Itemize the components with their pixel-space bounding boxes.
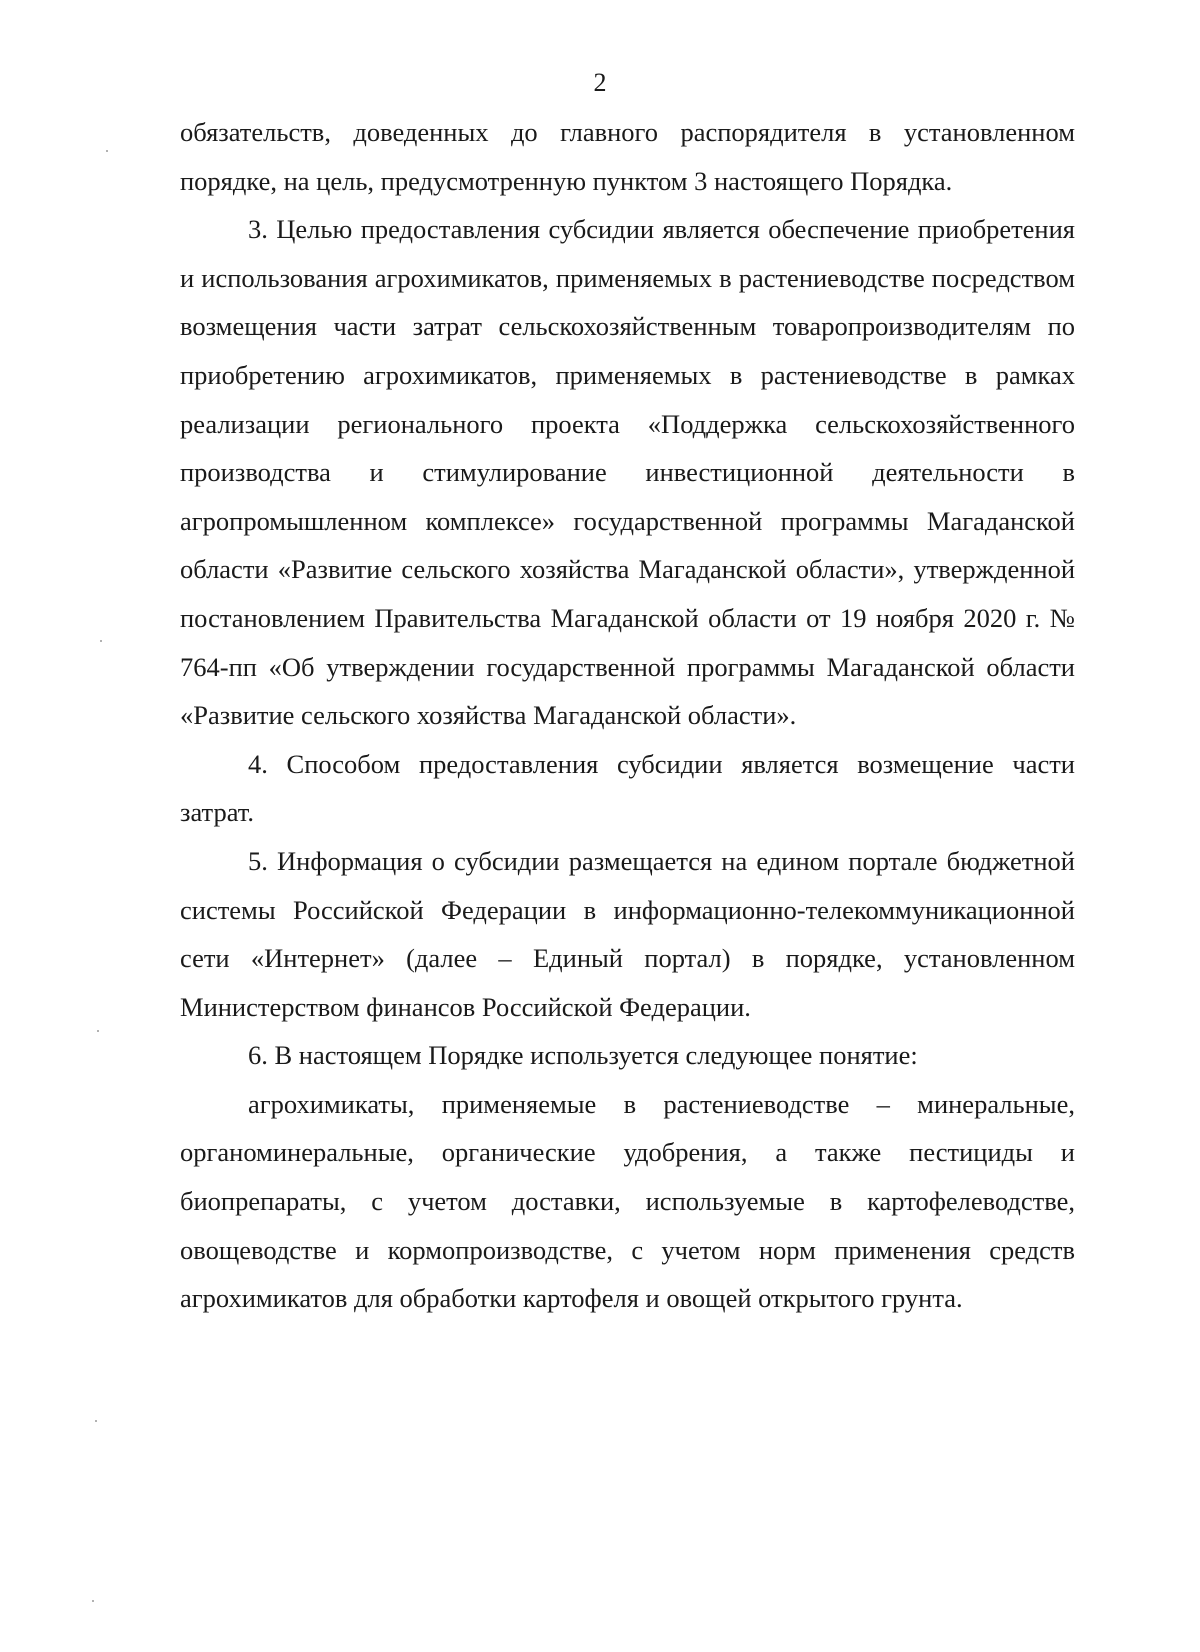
document-body: [180, 108, 1075, 1323]
scan-speck: [95, 1420, 97, 1422]
scan-speck: [100, 640, 102, 642]
scan-speck: [106, 150, 108, 152]
paragraph-item-5: 5. Информация о субсидии размещается на едином портале бюджетной системы Российской Федерации в информационно-телекоммуникационной сети «Интернет» (далее – Единый портал) в порядке, установленном Министерством финансов Российской Федерации.: [180, 845, 1075, 1022]
paragraph-item-6: 6. В настоящем Порядке используется следующее понятие:: [248, 1040, 918, 1071]
scan-speck: [97, 1030, 99, 1032]
paragraph-item-4: 4. Способом предоставления субсидии является возмещение части затрат.: [180, 748, 1075, 828]
paragraph-item-3: 3. Целью предоставления субсидии является обеспечение приобретения и использования агрохимикатов, применяемых в растениеводстве посредством возмещения части затрат сельскохозяйственным товаропроизводителям по приобретению агрохимикатов, применяемых в растениеводстве в рамках реализации регионального проекта «Поддержка сельскохозяйственного производства и стимулирование инвестиционной деятельности в агропромышленном комплексе» государственной программы Магаданской области «Развитие сельского хозяйства Магаданской области», утвержденной постановлением Правительства Магаданской области от 19 ноября 2020 г. № 764-пп «Об утверждении государственной программы Магаданской области «Развитие сельского хозяйства Магаданской области».: [180, 214, 1075, 731]
page-number: 2: [593, 68, 607, 97]
scan-speck: [92, 1600, 94, 1602]
paragraph-definition: агрохимикаты, применяемые в растениеводстве – минеральные, органоминеральные, органические удобрения, а также пестициды и биопрепараты, с учетом доставки, используемые в картофелеводстве, овощеводстве и кормопроизводстве, с учетом норм применения средств агрохимикатов для обработки картофеля и овощей открытого грунта.: [180, 1088, 1075, 1314]
paragraph-continuation: обязательств, доведенных до главного распорядителя в установленном порядке, на цель, предусмотренную пунктом 3 настоящего Порядка.: [180, 117, 1075, 196]
